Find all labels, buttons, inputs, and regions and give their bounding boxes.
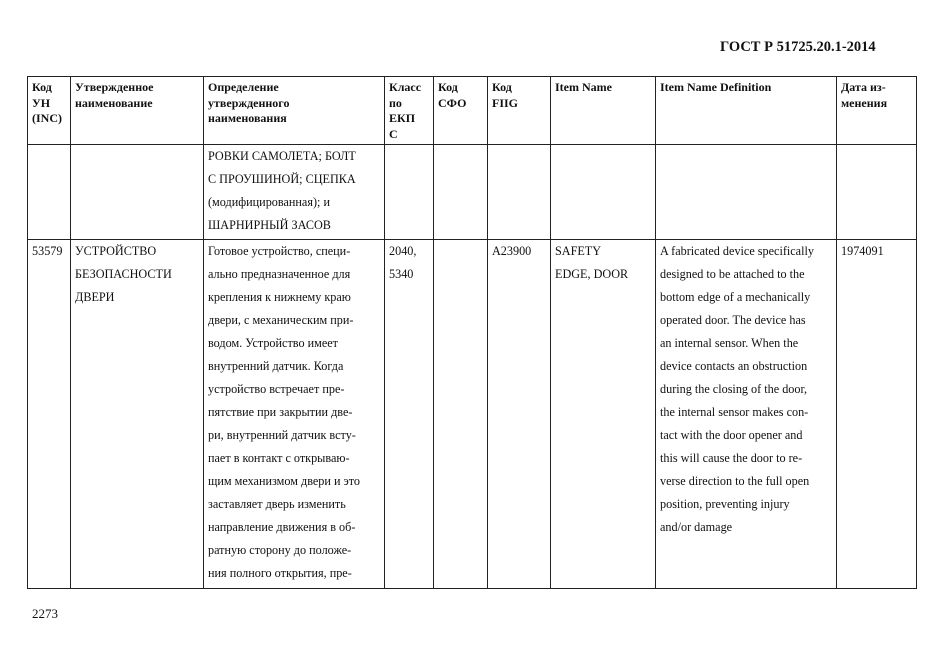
text-line: Утвержденное [75, 80, 154, 94]
col-header-item-name [551, 77, 656, 145]
text-line: Определение [208, 80, 279, 94]
text-line: FIIG [492, 95, 519, 110]
text-line: менения [841, 95, 888, 110]
text-line: Дата из- [841, 80, 886, 94]
text-line: С [389, 126, 398, 141]
text-line: внутренний датчик. Когда [208, 359, 344, 373]
text-line: during the closing of the door, [660, 382, 808, 396]
col-header-change-date [837, 77, 917, 145]
cell-item-name [551, 240, 656, 589]
col-header-approved-name [71, 77, 204, 145]
text-line: ния полного открытия, пре- [208, 566, 352, 580]
text-line: устройство встречает пре- [208, 382, 345, 396]
text-line: БЕЗОПАСНОСТИ [75, 267, 172, 281]
text-line: С ПРОУШИНОЙ; СЦЕПКА [208, 172, 356, 186]
cell-approved-name [71, 240, 204, 589]
text-line: designed to be attached to the [660, 267, 805, 281]
text-line: пятствие при закрытии две- [208, 405, 353, 419]
text-line: bottom edge of a mechanically [660, 290, 811, 304]
text-line: пает в контакт с открываю- [208, 451, 350, 465]
cell-sfo [434, 240, 488, 589]
text-line: ри, внутренний датчик всту- [208, 428, 356, 442]
cell-change-date [837, 145, 917, 240]
cell-item-definition [656, 145, 837, 240]
text-line: ально предназначенное для [208, 267, 351, 281]
text-line: крепления к нижнему краю [208, 290, 351, 304]
text-line: ШАРНИРНЫЙ ЗАСОВ [208, 218, 331, 232]
cell-fiig [488, 145, 551, 240]
page-number: 2273 [32, 606, 58, 621]
text-line: an internal sensor. When the [660, 336, 799, 350]
text-line: operated door. The device has [660, 313, 806, 327]
text-line: Готовое устройство, специ- [208, 244, 351, 258]
text-line: Класс [389, 80, 422, 94]
text-line: EDGE, DOOR [555, 267, 629, 281]
col-header-sfo [434, 77, 488, 145]
text-line: СФО [438, 95, 467, 110]
text-line: двери, с механическим при- [208, 313, 354, 327]
text-line: ЕКП [389, 111, 416, 125]
cell-class [385, 145, 434, 240]
col-header-class [385, 77, 434, 145]
text-line: verse direction to the full open [660, 474, 810, 488]
text-line: водом. Устройство имеет [208, 336, 338, 350]
text-line: 2040, [389, 244, 417, 258]
text-line: and/or damage [660, 520, 733, 534]
cell-item-name [551, 145, 656, 240]
text-line: Item Name [555, 80, 612, 94]
col-header-inc [28, 77, 71, 145]
cell-definition [204, 240, 385, 589]
document-code: ГОСТ Р 51725.20.1-2014 [720, 39, 876, 55]
cell-inc: 53579 [28, 240, 71, 589]
cell-approved-name [71, 145, 204, 240]
text-line: tact with the door opener and [660, 428, 803, 442]
text-line: Item Name Definition [660, 80, 772, 94]
text-line: Код [32, 80, 52, 94]
text-line: device contacts an obstruction [660, 359, 808, 373]
text-line: наименование [75, 95, 153, 110]
cell-inc [28, 145, 71, 240]
text-line: SAFETY [555, 244, 602, 258]
text-line: ДВЕРИ [75, 290, 115, 304]
col-header-fiig [488, 77, 551, 145]
text-line: заставляет дверь изменить [208, 497, 346, 511]
col-header-definition [204, 77, 385, 145]
cell-sfo [434, 145, 488, 240]
table-row [28, 145, 917, 240]
cell-fiig: A23900 [488, 240, 551, 589]
text-line: направление движения в об- [208, 520, 356, 534]
header-row [28, 77, 917, 145]
text-line: ратную сторону до положе- [208, 543, 352, 557]
text-line: (модифицированная); и [208, 195, 330, 209]
text-line: УН [32, 95, 51, 110]
text-line: РОВКИ САМОЛЕТА; БОЛТ [208, 149, 356, 163]
text-line: утвержденного [208, 95, 290, 110]
cell-change-date: 1974091 [837, 240, 917, 589]
text-line: Код [492, 80, 512, 94]
text-line: this will cause the door to re- [660, 451, 803, 465]
catalog-table [27, 76, 917, 589]
text-line: УСТРОЙСТВО [75, 244, 157, 258]
table-row [28, 240, 917, 589]
col-header-item-definition [656, 77, 837, 145]
cell-class [385, 240, 434, 589]
cell-definition [204, 145, 385, 240]
text-line: (INC) [32, 111, 62, 125]
text-line: position, preventing injury [660, 497, 790, 511]
text-line: щим механизмом двери и это [208, 474, 361, 488]
text-line: Код [438, 80, 458, 94]
text-line: по [389, 95, 402, 110]
cell-item-definition [656, 240, 837, 589]
text-line: наименования [208, 111, 287, 125]
text-line: 5340 [389, 267, 414, 281]
text-line: A fabricated device specifically [660, 244, 814, 258]
text-line: the internal sensor makes con- [660, 405, 809, 419]
